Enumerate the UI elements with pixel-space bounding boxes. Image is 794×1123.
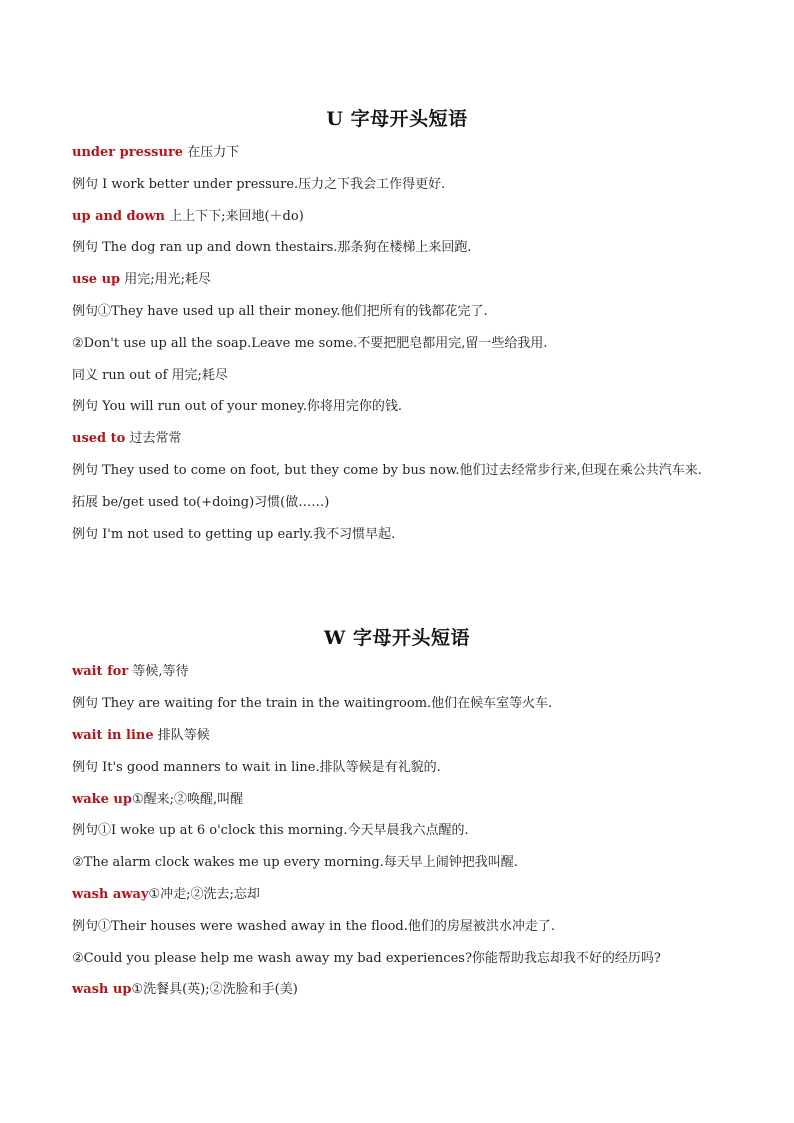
example-line: 例句 I'm not used to getting up early.我不习惯早起.: [72, 527, 396, 542]
example-line: 例句 I work better under pressure.压力之下我会工作得更好.: [72, 177, 446, 192]
phrase-line: [72, 271, 752, 289]
phrase-term: wait for: [72, 664, 129, 679]
phrase-meaning: ①冲走;②洗去;忘却: [148, 887, 260, 902]
phrase-term: up and down: [72, 209, 165, 224]
example-line: 例句 They are waiting for the train in the waitingroom.他们在候车室等火车.: [72, 696, 553, 711]
example-line: ②Don't use up all the soap.Leave me some.不要把肥皂都用完,留一些给我用.: [72, 336, 548, 351]
synonym-line: 同义 run out of 用完;耗尽: [72, 368, 228, 383]
phrase-line: [72, 144, 752, 162]
phrase-term: wait in line: [72, 728, 154, 743]
phrase-meaning: ①醒来;②唤醒,叫醒: [131, 792, 244, 807]
phrase-term: wash away: [72, 887, 149, 902]
example-line: 例句①Their houses were washed away in the flood.他们的房屋被洪水冲走了.: [72, 919, 556, 934]
phrase-line: [72, 663, 752, 681]
phrase-line: [72, 981, 752, 999]
example-line: 例句 It's good manners to wait in line.排队等候是有礼貌的.: [72, 760, 441, 775]
phrase-meaning: ①洗餐具(英);②洗脸和手(美): [131, 982, 298, 997]
example-line: 例句 You will run out of your money.你将用完你的钱.: [72, 399, 403, 414]
phrase-term: wash up: [72, 982, 132, 997]
phrase-term: used to: [72, 431, 126, 446]
example-line: ②Could you please help me wash away my bad experiences?你能帮助我忘却我不好的经历吗?: [72, 951, 661, 966]
extension-line: 拓展 be/get used to(+doing)习惯(做……): [72, 495, 330, 510]
phrase-line: [72, 430, 752, 448]
example-line: 例句 They used to come on foot, but they come by bus now.他们过去经常步行来,但现在乘公共汽车来.: [72, 463, 702, 478]
example-line: 例句①I woke up at 6 o'clock this morning.今天早晨我六点醒的.: [72, 823, 469, 838]
example-line: 例句 The dog ran up and down thestairs.那条狗在楼梯上来回跑.: [72, 240, 472, 255]
phrase-term: use up: [72, 272, 121, 287]
phrase-term: wake up: [72, 792, 132, 807]
phrase-meaning: 排队等候: [153, 728, 210, 743]
phrase-meaning: 用完;用光;耗尽: [120, 272, 212, 287]
section-title-u: U 字母开头短语: [326, 108, 468, 130]
phrase-meaning: 过去常常: [125, 431, 182, 446]
section-title-w: W 字母开头短语: [324, 627, 470, 649]
phrase-line: [72, 208, 752, 226]
phrase-line: [72, 886, 752, 904]
phrase-line: [72, 791, 752, 809]
phrase-meaning: 在压力下: [183, 145, 240, 160]
example-line: ②The alarm clock wakes me up every morning.每天早上闹钟把我叫醒.: [72, 855, 518, 870]
example-line: 例句①They have used up all their money.他们把所有的钱都花完了.: [72, 304, 488, 319]
phrase-meaning: 上上下下;来回地(＋do): [164, 209, 304, 224]
phrase-meaning: 等候,等待: [128, 664, 189, 679]
phrase-term: under pressure: [72, 145, 184, 160]
phrase-line: [72, 727, 752, 745]
